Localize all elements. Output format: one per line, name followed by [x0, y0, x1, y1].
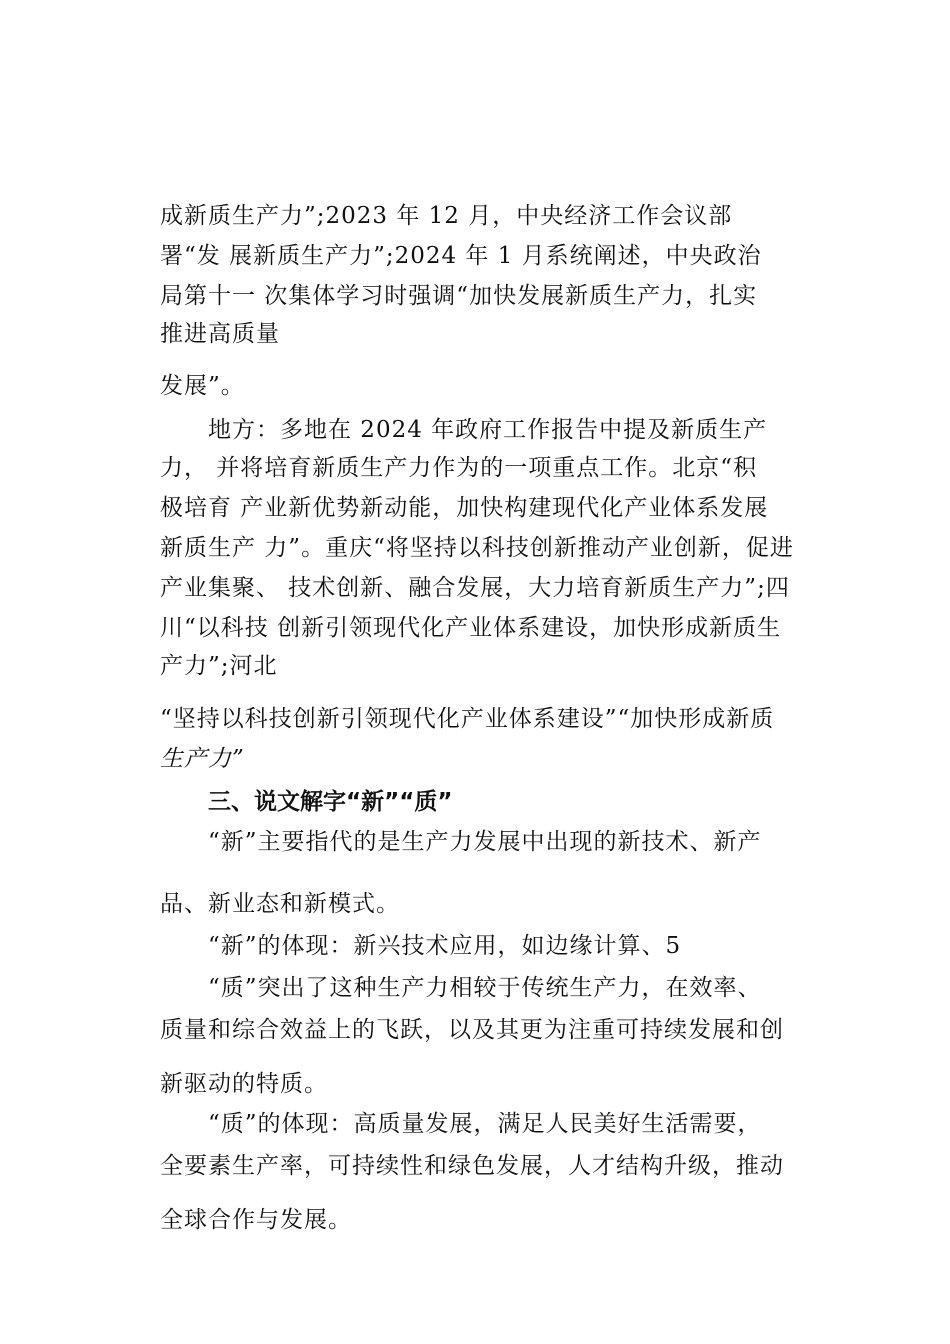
paragraph-line: 产业集聚、 技术创新、融合发展，大力培育新质生产力”;四	[160, 575, 790, 601]
paragraph-line: 发展”。	[160, 373, 245, 399]
paragraph-line: “质”突出了这种生产力相较于传统生产力，在效率、	[208, 975, 762, 1001]
paragraph-line: “新”的体现：新兴技术应用，如边缘计算、5	[208, 933, 682, 959]
paragraph-line: 品、新业态和新模式。	[160, 891, 400, 917]
paragraph-line: 质量和综合效益上的飞跃，以及其更为注重可持续发展和创	[160, 1017, 784, 1043]
paragraph-line: 成新质生产力”;2023 年 12 月，中央经济工作会议部	[160, 203, 733, 229]
paragraph-line: 全球合作与发展。	[160, 1207, 352, 1233]
paragraph-line: 署“发 展新质生产力”;2024 年 1 月系统阐述，中央政治	[160, 243, 762, 269]
paragraph-line: “质”的体现：高质量发展，满足人民美好生活需要，	[208, 1111, 762, 1137]
paragraph-line: “坚持以科技创新引领现代化产业体系建设”“加快形成新质	[160, 706, 775, 732]
paragraph-line: 全要素生产率，可持续性和绿色发展，人才结构升级，推动	[160, 1153, 784, 1179]
paragraph-line: 产力”;河北	[160, 653, 278, 679]
paragraph-line: 地方：多地在 2024 年政府工作报告中提及新质生产	[208, 417, 768, 443]
paragraph-line: 极培育 产业新优势新动能，加快构建现代化产业体系发展	[160, 495, 769, 521]
paragraph-line: 新驱动的特质。	[160, 1071, 328, 1097]
paragraph-line: 新质生产 力”。重庆“将坚持以科技创新推动产业创新，促进	[160, 535, 794, 561]
paragraph-line: 川“以科技 创新引领现代化产业体系建设，加快形成新质生	[160, 615, 782, 641]
section-heading: 三、说文解字“新”“质”	[208, 789, 453, 815]
paragraph-line: 局第十一 次集体学习时强调“加快发展新质生产力，扎实	[160, 283, 758, 309]
paragraph-line: 力， 并将培育新质生产力作为的一项重点工作。北京“积	[160, 455, 758, 481]
paragraph-line: 推进高质量	[160, 321, 280, 347]
paragraph-line: “新”主要指代的是生产力发展中出现的新技术、新产	[208, 829, 762, 855]
paragraph-line: 生产力”	[160, 746, 245, 772]
